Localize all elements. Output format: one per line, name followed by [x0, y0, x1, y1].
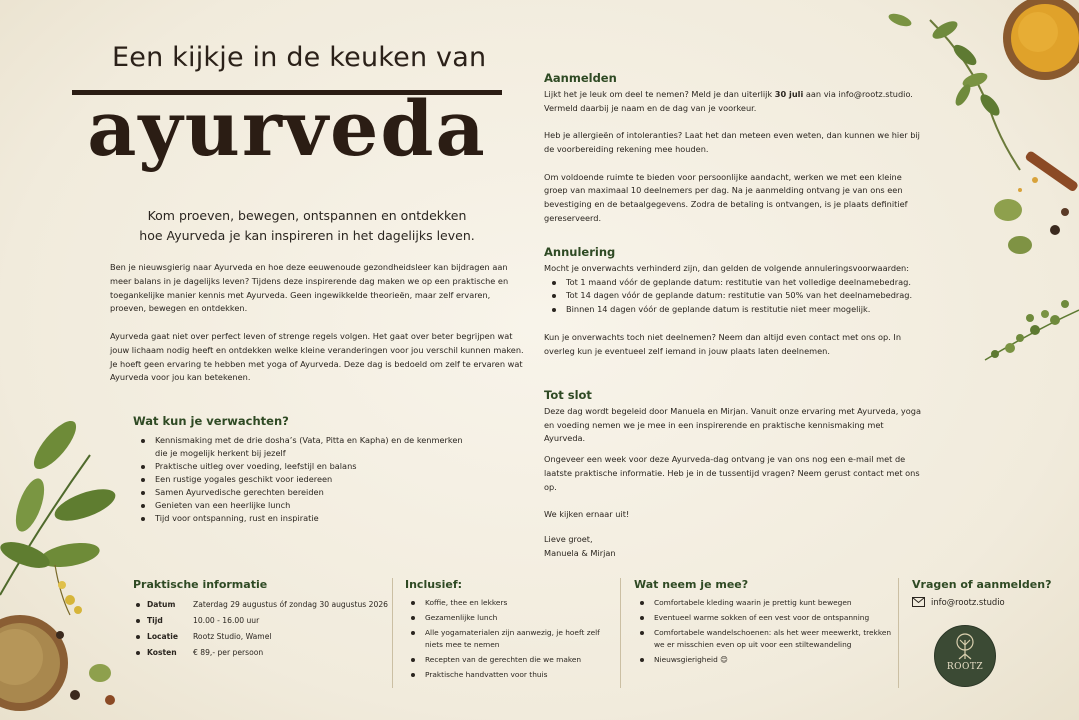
- intro-paragraph-2: Ayurveda gaat niet over perfect leven of strenge regels volgen. Het gaat over beter begrijpen wat jouw lichaam nodig heeft en ontdekken welke kleine veranderingen voor jou verschil kunnen maken. Je hoeft geen ervaring te hebben met yoga of Ayurveda. Deze dag is bedoeld om zelf te ervaren wat Ayurveda voor jou kan betekenen.: [110, 330, 524, 383]
- closing-greeting: Lieve groet,: [544, 534, 593, 545]
- signup-paragraph-1-line-2: Vermeld daarbij je naam en de dag van je voorkeur.: [544, 102, 757, 113]
- ayurveda-wordmark-text: ayurveda: [87, 84, 487, 173]
- mail-icon: [912, 597, 925, 607]
- rootz-logo-text: ROOTZ: [946, 662, 984, 672]
- list-item: Kennismaking met de drie dosha’s (Vata, Pitta en Kapha) en de kenmerken die je mogelijk herkent bij jezelf: [133, 434, 473, 460]
- rootz-tree-icon: [951, 632, 979, 660]
- intro-paragraph-1: Ben je nieuwsgierig naar Ayurveda en hoe deze eeuwenoude gezondheidsleer kan bijdragen aan meer balans in je dagelijks leven? Tijdens deze inspirerende dag maken we op een praktische en toegankelijke manier kennis met Ayurveda. Geen ingewikkelde theorieën, maar zelf ervaren, proeven, bewegen en ontdekken.: [110, 262, 509, 314]
- bring-title: Wat neem je mee?: [634, 578, 749, 591]
- divider: [620, 578, 621, 688]
- cancel-list: [544, 276, 924, 317]
- ayurveda-wordmark: [72, 80, 502, 180]
- expect-list: [133, 434, 473, 525]
- table-row: [133, 597, 388, 613]
- practical-key: Tijd: [133, 613, 193, 629]
- signup-deadline: 30 juli: [774, 88, 804, 99]
- signup-p1-after: aan via info@rootz.studio.: [803, 88, 913, 99]
- list-item: Recepten van de gerechten die we maken: [405, 654, 610, 665]
- included-list: [405, 597, 610, 680]
- cancel-outro: Kun je onverwachts toch niet deelnemen? Neem dan altijd even contact met ons op. In overleg kun je eventueel zelf iemand in jouw plaats laten deelnemen.: [544, 331, 902, 356]
- closing-names: Manuela & Mirjan: [544, 548, 616, 559]
- list-item: Binnen 14 dagen vóór de geplande datum is restitutie niet meer mogelijk.: [544, 303, 924, 317]
- list-item: Koffie, thee en lekkers: [405, 597, 610, 608]
- expect-title: Wat kun je verwachten?: [133, 414, 289, 428]
- signup-paragraph-1: [544, 88, 924, 102]
- contact-email[interactable]: info@rootz.studio: [931, 597, 1005, 607]
- practical-key: Datum: [133, 597, 193, 613]
- headline-subtitle: Een kijkje in de keuken van: [112, 42, 487, 73]
- practical-title: Praktische informatie: [133, 578, 268, 591]
- divider: [898, 578, 899, 688]
- closing-paragraph-2: Ongeveer een week voor deze Ayurveda-dag ontvang je van ons nog een e-mail met de laatste praktische informatie. Heb je in de tussentijd vragen? Neem gerust contact met ons op.: [544, 454, 920, 492]
- practical-value: € 89,- per persoon: [193, 648, 264, 657]
- list-item: Tijd voor ontspanning, rust en inspiratie: [133, 512, 473, 525]
- tagline-line-2: hoe Ayurveda je kan inspireren in het dagelijks leven.: [139, 228, 475, 243]
- cancel-title: Annulering: [544, 245, 616, 259]
- practical-key: Kosten: [133, 645, 193, 661]
- closing-paragraph-1: Deze dag wordt begeleid door Manuela en Mirjan. Vanuit onze ervaring met Ayurveda, yoga en voeding nemen we je mee in een inspirerende en praktische kennismaking met Ayurveda.: [544, 405, 922, 444]
- curry-leaves-decoration: [0, 395, 130, 720]
- rootz-logo: [934, 625, 996, 687]
- bring-section: [634, 578, 894, 698]
- cancel-intro: Mocht je onverwachts verhinderd zijn, dan gelden de volgende annuleringsvoorwaarden:: [544, 262, 909, 273]
- tagline-line-1: Kom proeven, bewegen, ontspannen en ontdekken: [147, 208, 467, 223]
- list-item: Gezamenlijke lunch: [405, 612, 610, 623]
- list-item: Nieuwsgierigheid 😊: [634, 654, 894, 665]
- list-item: Alle yogamaterialen zijn aanwezig, je hoeft zelf niets mee te nemen: [405, 627, 610, 649]
- list-item: Een rustige yogales geschikt voor iedereen: [133, 473, 473, 486]
- practical-value: Zaterdag 29 augustus óf zondag 30 augustus 2026: [193, 600, 388, 609]
- closing-section: [544, 389, 924, 561]
- contact-section: [912, 578, 1072, 698]
- list-item: Comfortabele kleding waarin je prettig kunt bewegen: [634, 597, 894, 608]
- list-item: Tot 14 dagen vóór de geplande datum: restitutie van 50% van het deelnamebedrag.: [544, 289, 924, 303]
- practical-key: Locatie: [133, 629, 193, 645]
- included-section: [405, 578, 610, 698]
- signup-p1-before: Lijkt het je leuk om deel te nemen? Meld je dan uiterlijk: [544, 88, 775, 99]
- signup-title: Aanmelden: [544, 71, 617, 85]
- intro-text: [110, 261, 528, 399]
- list-item: Tot 1 maand vóór de geplande datum: restitutie van het volledige deelnamebedrag.: [544, 276, 924, 290]
- list-item: Comfortabele wandelschoenen: als het weer meewerkt, trekken we er misschien even op uit voor een stiltewandeling: [634, 627, 894, 649]
- contact-email-row[interactable]: [912, 597, 1072, 607]
- included-title: Inclusief:: [405, 578, 463, 591]
- practical-value: Rootz Studio, Wamel: [193, 632, 272, 641]
- herb-sprig-decoration: [975, 290, 1079, 380]
- practical-value: 10.00 - 16.00 uur: [193, 616, 260, 625]
- list-item: Eventueel warme sokken of een vest voor de ontspanning: [634, 612, 894, 623]
- cancel-section: [544, 246, 924, 358]
- bring-list: [634, 597, 894, 665]
- closing-title: Tot slot: [544, 388, 592, 402]
- expect-section: [133, 414, 473, 525]
- list-item: Genieten van een heerlijke lunch: [133, 499, 473, 512]
- tagline: [132, 206, 482, 246]
- signup-section: [544, 72, 924, 226]
- signup-paragraph-3: Om voldoende ruimte te bieden voor persoonlijke aandacht, werken we met een kleine groep van maximaal 10 deelnemers per dag. Na je aanmelding ontvang je van ons een bevestiging en de betaalgegevens. Zodra de betaling is ontvangen, is je plaats definitief gereserveerd.: [544, 171, 908, 223]
- list-item: Praktische uitleg over voeding, leefstijl en balans: [133, 460, 473, 473]
- divider: [392, 578, 393, 688]
- table-row: [133, 613, 388, 629]
- list-item: Praktische handvatten voor thuis: [405, 669, 610, 680]
- signup-paragraph-2: Heb je allergieën of intoleranties? Laat het dan meteen even weten, dan kunnen we hier bij de voorbereiding rekening mee houden.: [544, 130, 920, 154]
- table-row: [133, 645, 388, 661]
- practical-section: [133, 578, 388, 698]
- practical-table: [133, 597, 388, 661]
- list-item: Samen Ayurvedische gerechten bereiden: [133, 486, 473, 499]
- table-row: [133, 629, 388, 645]
- closing-paragraph-3: We kijken ernaar uit!: [544, 508, 630, 519]
- contact-title: Vragen of aanmelden?: [912, 578, 1052, 591]
